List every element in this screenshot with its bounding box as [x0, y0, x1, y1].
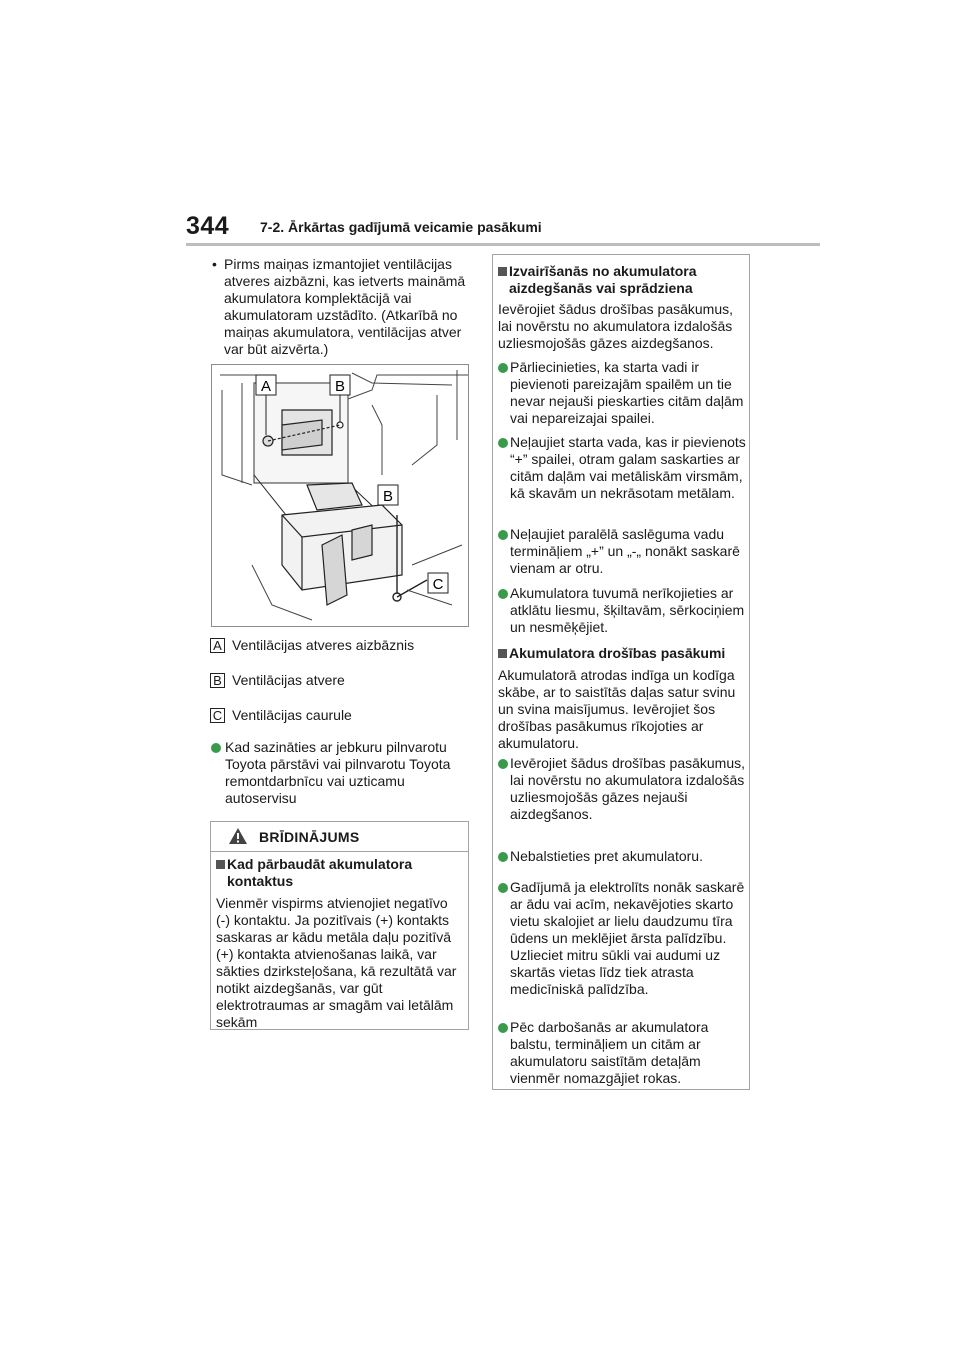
page-number: 344	[186, 212, 230, 240]
bullet-marker: •	[212, 256, 217, 272]
warning-heading: Kad pārbaudāt akumulatora kontaktus	[227, 856, 413, 889]
green-bullet-icon	[498, 852, 508, 862]
square-bullet-icon	[216, 860, 225, 869]
intro-ignition: Ievērojiet šādus drošības pasākumus, lai novērstu no akumulatora izdalošās uzliesmojošās gāzes aizdegšanos.	[498, 301, 734, 351]
heading-ignition: Izvairīšanās no akumulatora aizdegšanās vai sprādziena	[509, 263, 697, 296]
bullet-item: Neļaujiet paralēlā saslēguma vadu termināļiem „+” un „-„ nonākt saskarē vienam ar otru.	[510, 526, 740, 576]
header-rule	[186, 243, 820, 246]
green-bullet-icon	[498, 759, 508, 769]
warning-header	[211, 822, 468, 852]
green-bullet-icon	[211, 743, 221, 753]
green-bullet-icon	[498, 883, 508, 893]
legend-key: B	[210, 673, 225, 688]
legend-text: Ventilācijas atveres aizbāznis	[232, 637, 415, 653]
bullet-item: Ievērojiet šādus drošības pasākumus, lai novērstu no akumulatora izdalošās uzliesmojošās gāzes nejauši aizdegšanos.	[510, 755, 746, 822]
callout-b-battery	[378, 485, 398, 505]
svg-text:B: B	[334, 378, 346, 395]
green-bullet-icon	[498, 589, 508, 599]
callout-c	[428, 573, 448, 593]
warning-body: Vienmēr vispirms atvienojiet negatīvo (-) kontaktu. Ja pozitīvais (+) kontakts saskaras ar kādu metāla daļu pozitīvā (+) kontakta atvienošanas laikā, var sākties dzirksteļošana, kā rezultātā var notikt aizdegšanās, var gūt elektrotraumas ar smagām vai letālām sekām	[216, 895, 457, 1030]
green-bullet-icon	[498, 438, 508, 448]
bullet-item: Nebalstieties pret akumulatoru.	[510, 848, 703, 864]
battery-figure	[211, 364, 469, 627]
heading-battery-safety: Akumulatora drošības pasākumi	[509, 645, 726, 661]
bullet-item: Gadījumā ja elektrolīts nonāk saskarē ar ādu vai acīm, nekavējoties skarto vietu skalojiet ar lielu daudzumu tīra ūdens un meklējiet ārsta palīdzību. Uzlieciet mitru sūkli vai audumi uz skartās vietas līdz tiek atrasta medicīniskā palīdzība.	[510, 879, 745, 997]
intro-battery-safety: Akumulatorā atrodas indīga un kodīga skābe, ar to saistītās daļas satur svinu un svina maisījumus. Ievērojiet šos drošības pasākumus rīkojoties ar akumulatoru.	[498, 667, 736, 751]
green-bullet-icon	[498, 1023, 508, 1033]
green-bullet-icon	[498, 363, 508, 373]
warning-triangle-icon	[228, 827, 248, 845]
warning-box	[210, 821, 469, 1030]
section-title: 7-2. Ārkārtas gadījumā veicamie pasākumi	[260, 219, 542, 235]
green-bullet-icon	[498, 530, 508, 540]
svg-text:C: C	[432, 576, 444, 593]
legend-row-b	[210, 671, 345, 689]
bullet-item: Neļaujiet starta vada, kas ir pievienots “+” spailei, otram galam saskarties ar citām daļām vai metāliskām virsmām, kā skavām un nekrāsotam metālam.	[510, 434, 746, 501]
battery-safety-box	[492, 254, 750, 1090]
bullet-item: Pārliecinieties, ka starta vadi ir pievienoti pareizajām spailēm un tie nevar nejauši pieskarties citām daļām vai nepareizajai spailei.	[510, 359, 744, 426]
square-bullet-icon	[498, 267, 507, 276]
legend-key: C	[210, 708, 225, 723]
bullet-item: Akumulatora tuvumā nerīkojieties ar atklātu liesmu, šķiltavām, sērkociņiem un nesmēķējiet.	[510, 585, 745, 635]
svg-text:B: B	[382, 488, 394, 505]
legend-row-c	[210, 706, 352, 724]
contact-paragraph: Kad sazināties ar jebkuru pilnvarotu Toyota pārstāvi vai pilnvarotu Toyota remontdarbnīcu vai uzticamu autoservisu	[225, 739, 451, 806]
legend-text: Ventilācijas caurule	[232, 707, 352, 723]
intro-paragraph: Pirms maiņas izmantojiet ventilācijas atveres aizbāzni, kas ietverts maināmā akumulatora komplektācijā vai akumulatoram uzstādīto. (Atkarībā no maiņas akumulatora, ventilācijas atver var būt aizvērta.)	[224, 256, 466, 357]
bullet-item: Pēc darbošanās ar akumulatora balstu, termināļiem un citām ar akumulatoru saistītām detaļām vienmēr nomazgājiet rokas.	[510, 1019, 709, 1086]
legend-row-a	[210, 636, 414, 654]
warning-title: BRĪDINĀJUMS	[259, 829, 360, 845]
legend-key: A	[210, 638, 225, 653]
svg-text:A: A	[260, 378, 272, 395]
square-bullet-icon	[498, 649, 507, 658]
legend-text: Ventilācijas atvere	[232, 672, 345, 688]
